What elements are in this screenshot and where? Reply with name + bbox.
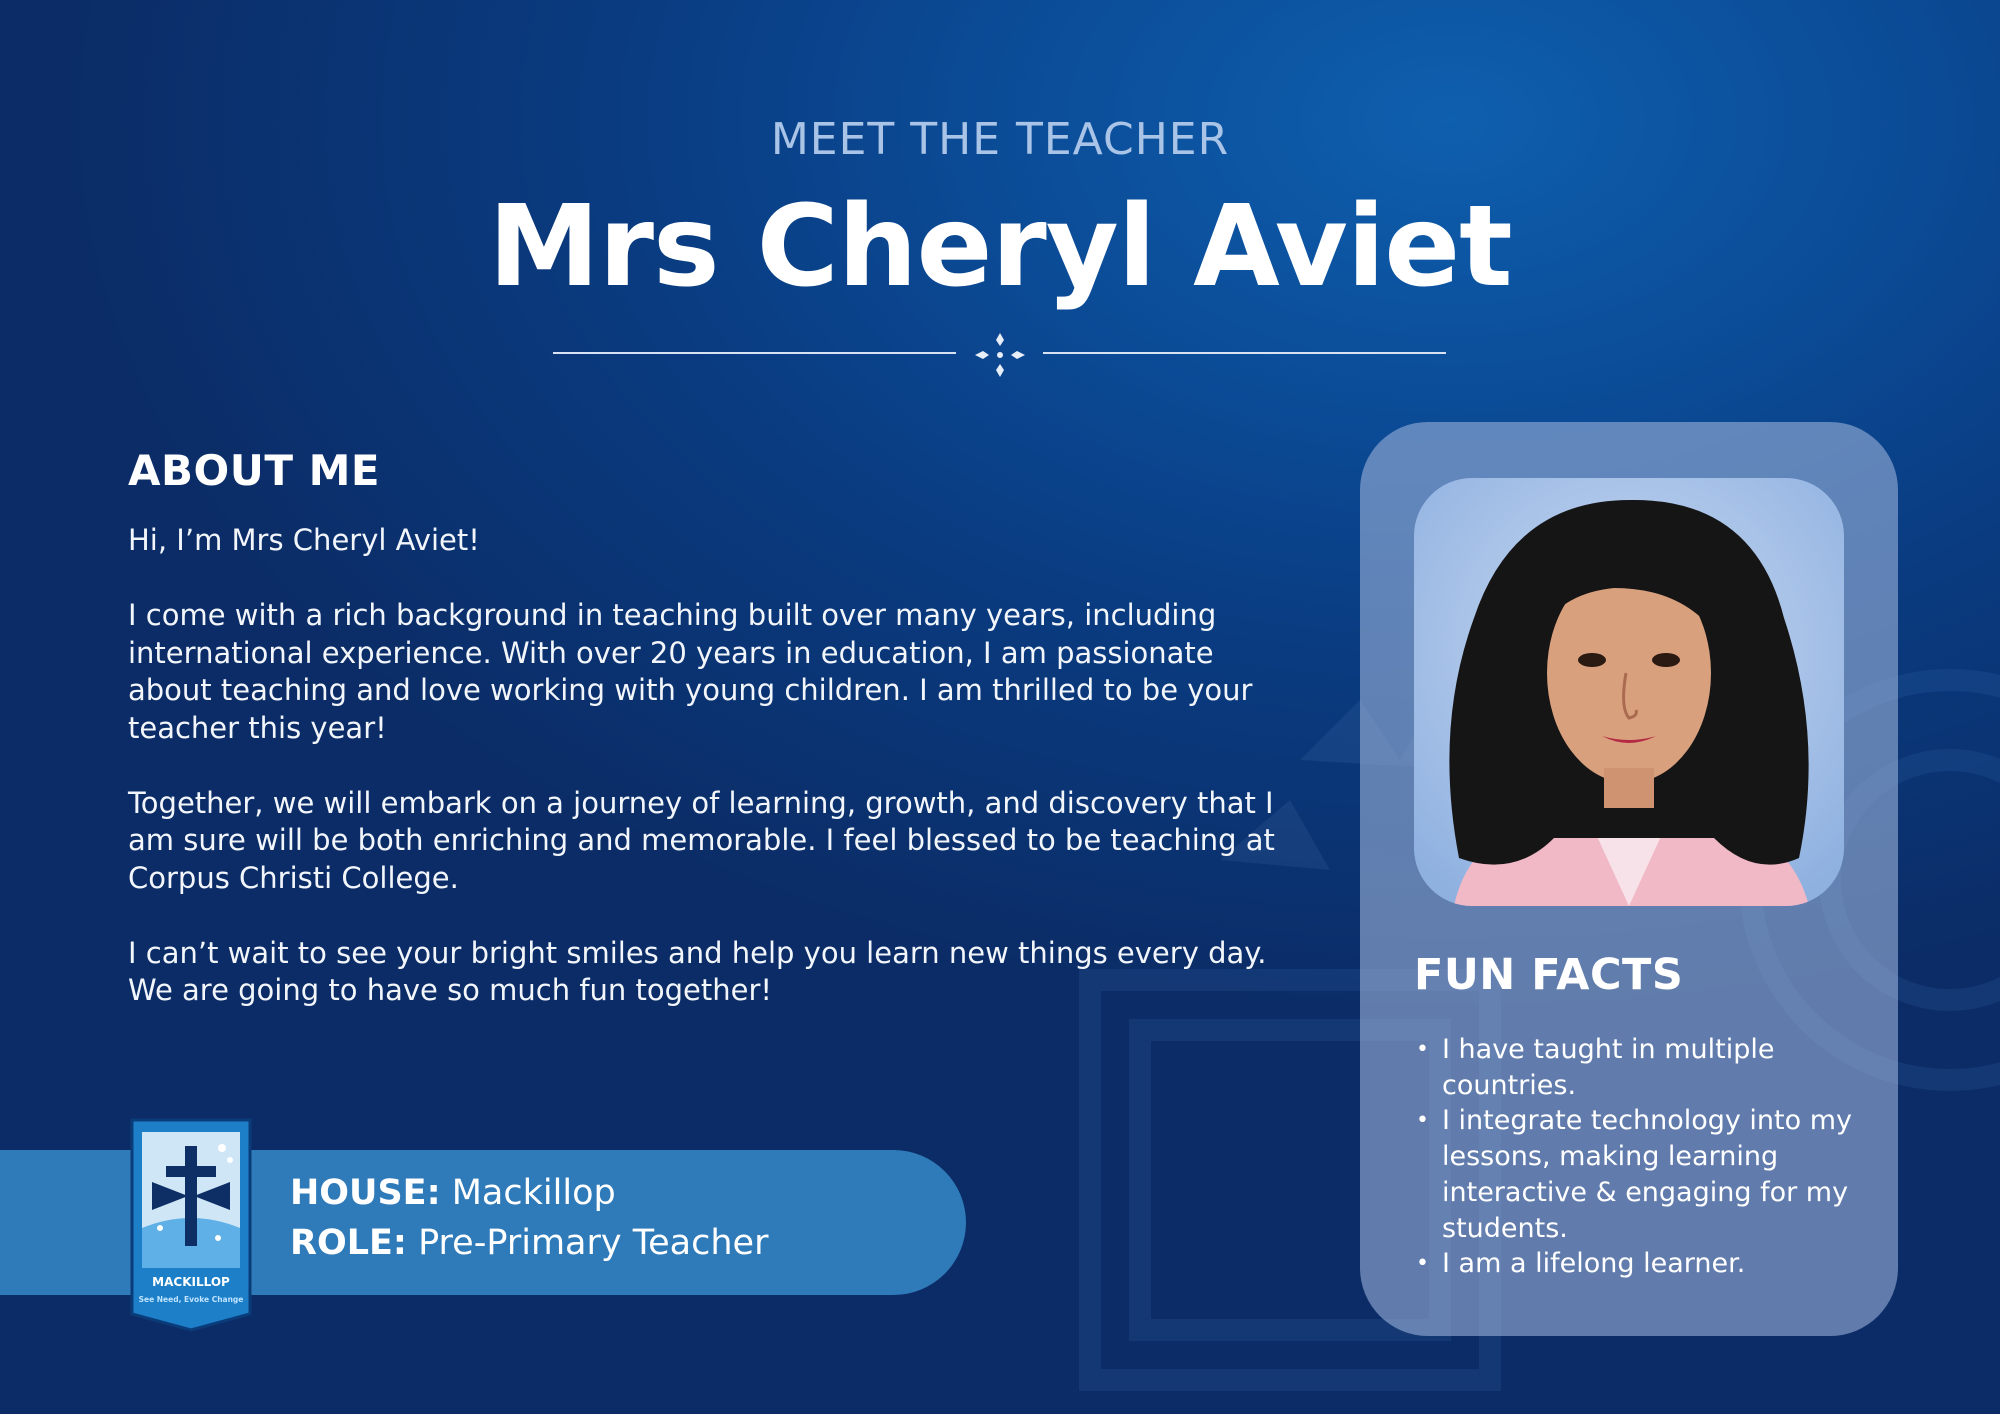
teacher-portrait-image — [1414, 478, 1844, 906]
fun-fact-item: • I integrate technology into my lessons, making learning interactive & engaging for my students. — [1442, 1103, 1912, 1246]
about-paragraph: Hi, I’m Mrs Cheryl Aviet! — [128, 523, 480, 557]
divider-line-left — [553, 352, 956, 354]
house-label: HOUSE: — [290, 1173, 441, 1213]
role-label: ROLE: — [290, 1223, 407, 1263]
crest-motto: See Need, Evoke Change — [138, 1295, 244, 1304]
house-crest-icon — [130, 1118, 252, 1332]
teacher-name: Mrs Cheryl Aviet — [488, 182, 1512, 312]
about-paragraph: Together, we will embark on a journey of learning, growth, and discovery that I am sure will be both enriching and memorable. I feel blessed to be teaching at Corpus Christi College. — [128, 785, 1275, 895]
fun-fact-item: • I have taught in multiple countries. — [1442, 1032, 1912, 1103]
about-paragraph: I can’t wait to see your bright smiles and help you learn new things every day. We are going to have so much fun together! — [128, 935, 1267, 1007]
divider-line-right — [1043, 352, 1446, 354]
fun-facts-list — [1414, 1032, 1912, 1282]
house-role-info — [290, 1168, 768, 1268]
house-line — [290, 1168, 768, 1218]
role-value: Pre-Primary Teacher — [418, 1223, 769, 1263]
teacher-photo — [1414, 478, 1844, 906]
cross-ornament-icon — [975, 333, 1025, 377]
fun-facts-heading: FUN FACTS — [1414, 950, 1684, 1000]
crest-name: MACKILLOP — [152, 1275, 230, 1289]
about-me-heading: ABOUT ME — [128, 446, 381, 495]
about-me-text — [128, 522, 1298, 1047]
about-paragraph: I come with a rich background in teaching built over many years, including international experience. With over 20 years in education, I am passionate about teaching and love working with young children. I am thrilled to be your teacher this year! — [128, 598, 1253, 745]
page-subtitle: MEET THE TEACHER — [770, 114, 1230, 165]
fun-fact-item: • I am a lifelong learner. — [1442, 1246, 1912, 1282]
role-line — [290, 1218, 768, 1268]
house-value: Mackillop — [451, 1173, 616, 1213]
